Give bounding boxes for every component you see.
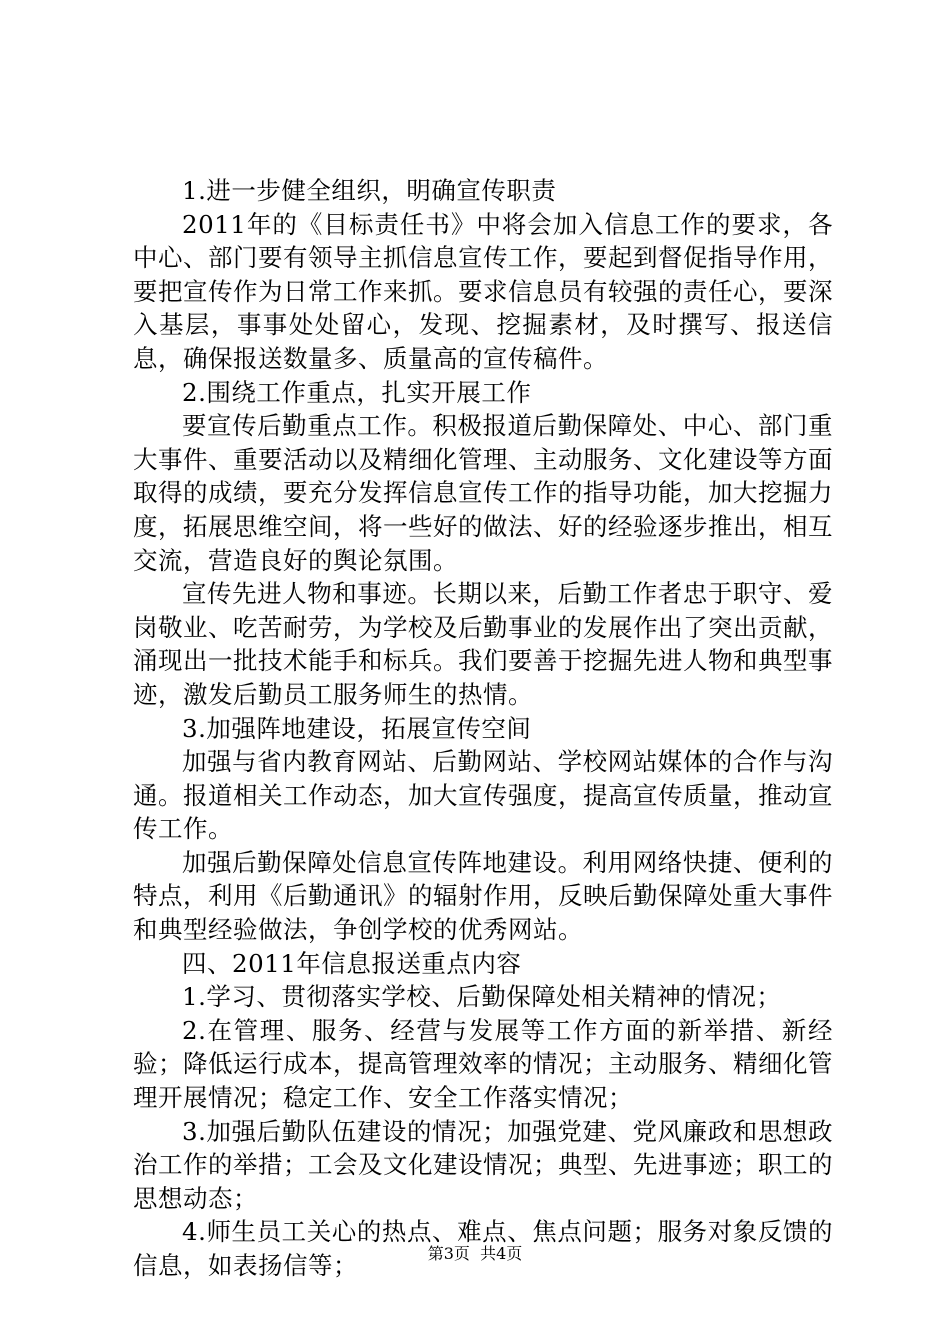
section-heading-2: 2.围绕工作重点，扎实开展工作 [182,377,532,407]
page-total: 共4页 [480,1244,523,1263]
section-heading-3: 3.加强阵地建设，拓展宣传空间 [182,713,532,743]
chapter-heading-4: 四、2011年信息报送重点内容 [182,948,522,978]
paragraph: 要宣传后勤重点工作。积极报道后勤保障处、中心、部门重大事件、重要活动以及精细化管理、主动服务、文化建设等方面取得的成绩，要充分发挥信息宣传工作的指导功能，加大挖掘力度，拓展思维空间，将一些好的做法、好的经验逐步推出，相互交流，营造良好的舆论氛围。 [133,411,833,575]
list-item: 1.学习、贯彻落实学校、后勤保障处相关精神的情况； [182,982,782,1012]
list-item: 3.加强后勤队伍建设的情况；加强党建、党风廉政和思想政治工作的举措；工会及文化建设情况；典型、先进事迹；职工的思想动态； [133,1116,833,1213]
page-footer [0,1244,950,1264]
paragraph: 加强与省内教育网站、后勤网站、学校网站媒体的合作与沟通。报道相关工作动态，加大宣传强度，提高宣传质量，推动宣传工作。 [133,747,833,844]
list-item: 4.师生员工关心的热点、难点、焦点问题；服务对象反馈的信息，如表扬信等； [133,1217,833,1280]
document-body [133,174,833,1283]
paragraph: 宣传先进人物和事迹。长期以来，后勤工作者忠于职守、爱岗敬业、吃苦耐劳，为学校及后勤事业的发展作出了突出贡献，涌现出一批技术能手和标兵。我们要善于挖掘先进人物和典型事迹，激发后勤员工服务师生的热情。 [133,579,833,709]
paragraph: 加强后勤保障处信息宣传阵地建设。利用网络快捷、便利的特点，利用《后勤通讯》的辐射作用，反映后勤保障处重大事件和典型经验做法，争创学校的优秀网站。 [133,847,833,945]
paragraph: 2011年的《目标责任书》中将会加入信息工作的要求，各中心、部门要有领导主抓信息宣传工作，要起到督促指导作用，要把宣传作为日常工作来抓。要求信息员有较强的责任心，要深入基层，事事处处留心，发现、挖掘素材，及时撰写、报送信息，确保报送数量多、质量高的宣传稿件。 [133,209,833,373]
section-heading-1: 1.进一步健全组织，明确宣传职责 [182,176,557,205]
page-number: 第3页 [427,1244,470,1263]
list-item: 2.在管理、服务、经营与发展等工作方面的新举措、新经验；降低运行成本，提高管理效率的情况；主动服务、精细化管理开展情况；稳定工作、安全工作落实情况； [133,1015,833,1113]
